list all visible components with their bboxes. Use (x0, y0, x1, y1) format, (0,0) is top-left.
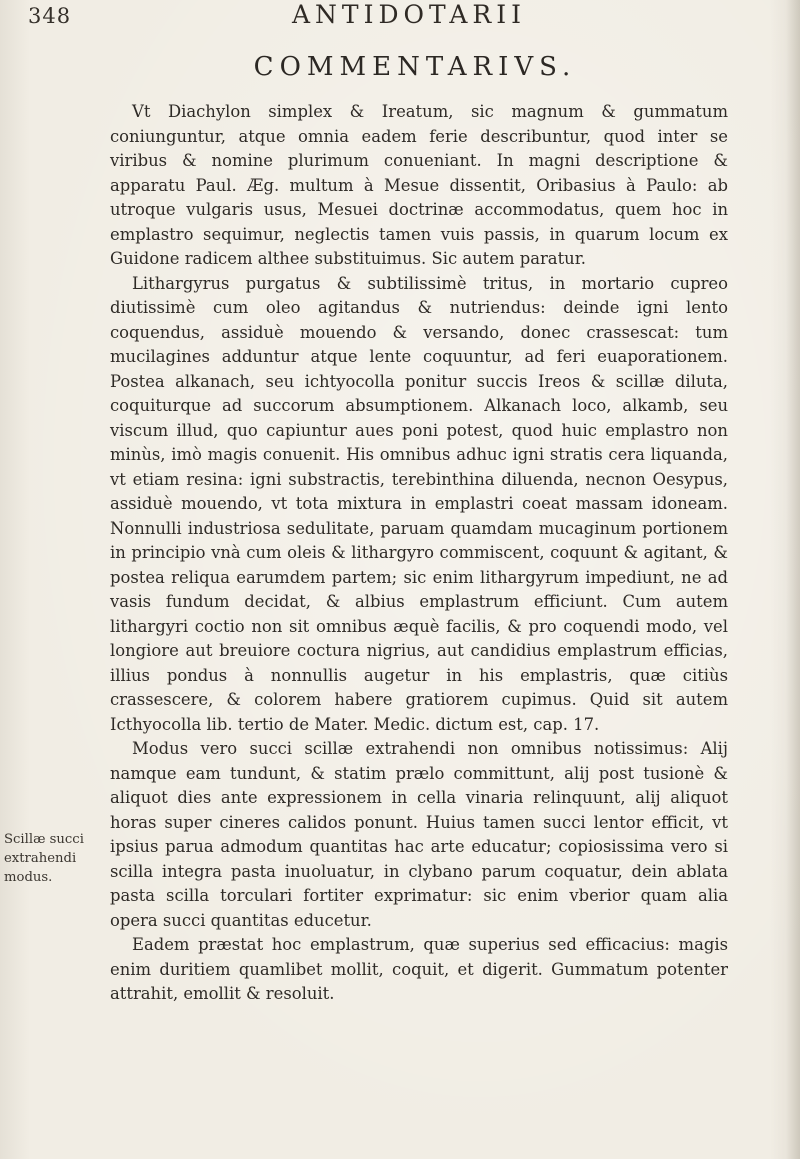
section-title: COMMENTARIVS. (253, 52, 577, 82)
page-edge-shadow (786, 0, 800, 1159)
margin-note: Scillæ succi extrahendi modus. (4, 832, 84, 885)
body-text (110, 100, 728, 1007)
paragraph: Modus vero succi scillæ extrahendi non omnibus notissimus: Alij namque eam tundunt, & statim prælo committunt, alij post tusionè & aliquot dies ante expressionem in cella vinaria relinquunt, alij aliquot horas super cineres calidos ponunt. Huius tamen succi lentor efficit, vt ipsius parua admodum quantitas hac arte educatur; copiosissima vero si scilla integra pasta inuoluatur, in clybano parum coquatur, dein ablata pasta scilla torculari fortiter exprimatur: sic enim vberior quam alia opera succi quantitas educetur. (110, 739, 728, 930)
paragraph: Vt Diachylon simplex & Ireatum, sic magnum & gummatum coniunguntur, atque omnia eadem ferie describuntur, quod inter se viribus & nomine plurimum conueniant. In magni descriptione & apparatu Paul. Æg. multum à Mesue dissentit, Oribasius à Paulo: ab utroque vulgaris usus, Mesuei doctrinæ accommodatus, quem hoc in emplastro sequimur, neglectis tamen vuis passis, in quarum locum ex Guidone radicem althee substituimus. Sic autem paratur. (110, 102, 728, 268)
paragraph: Eadem præstat hoc emplastrum, quæ superius sed efficacius: magis enim duritiem quamlibet mollit, coquit, et digerit. Gummatum potenter attrahit, emollit & resoluit. (110, 935, 728, 1003)
paragraph: Lithargyrus purgatus & subtilissimè tritus, in mortario cupreo diutissimè cum oleo agitandus & nutriendus: deinde igni lento coquendus, assiduè mouendo & versando, donec crassescat: tum mucilagines adduntur atque lente coquuntur, ad feri euaporationem. Postea alkanach, seu ichtyocolla ponitur succis Ireos & scillæ diluta, coquiturque ad succorum absumptionem. Alkanach loco, alkamb, seu viscum illud, quo capiuntur aues poni potest, quod huic emplastro non minùs, imò magis conuenit. His omnibus adhuc igni stratis cera liquanda, vt etiam resina: igni substractis, terebinthina diluenda, necnon Oesypus, assiduè mouendo, vt tota mixtura in emplastri coeat massam idoneam. Nonnulli industriosa sedulitate, paruam quamdam mucaginum portionem in principio vnà cum oleis & lithargyro commiscent, coquunt & agitant, & postea reliqua earumdem partem; sic enim lithargyrum impediunt, ne ad vasis fundum decidat, & albius emplastrum efficiunt. Cum autem lithargyri coctio non sit omnibus æquè facilis, & pro coquendi modo, vel longiore aut breuiore coctura nigrius, aut candidius emplastrum efficias, illius pondus à nonnullis augetur in his emplastris, quæ citiùs crassescere, & colorem habere gratiorem cupimus. Quid sit autem Icthyocolla lib. tertio de Mater. Medic. dictum est, cap. 17. (110, 273, 728, 734)
running-head: ANTIDOTARII (292, 0, 526, 29)
page-number: 348 (28, 4, 72, 28)
